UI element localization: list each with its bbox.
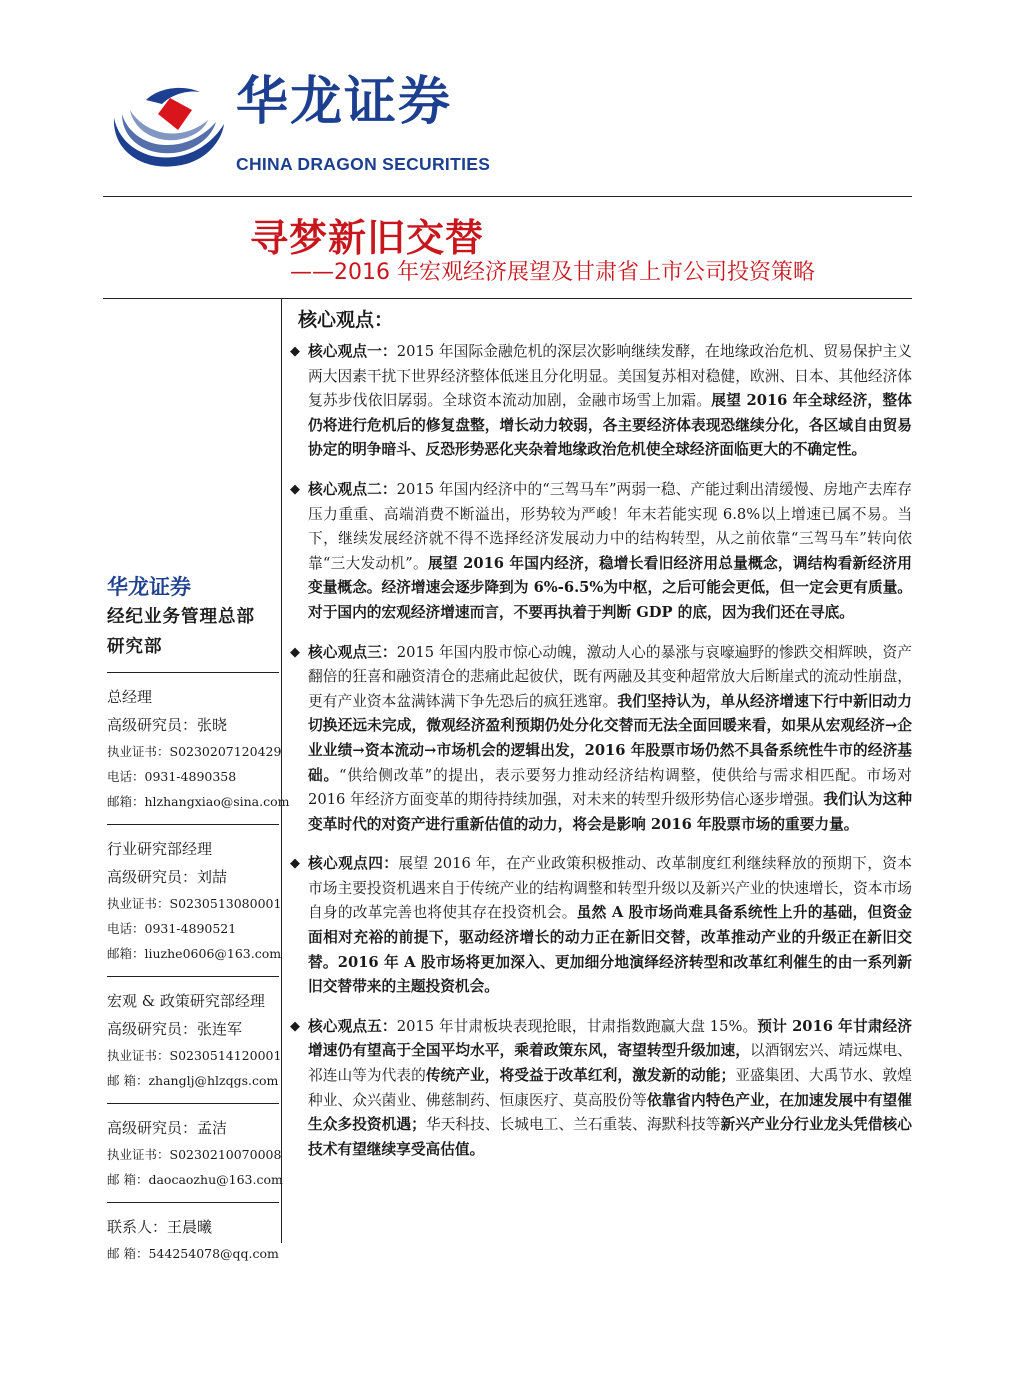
- point-highlight: 预计 2016 年甘肃经济增速仍有望高于全国平均水平，乘着政策东风，寄望转型升级加速，: [308, 1017, 912, 1060]
- analyst-email: 邮箱：liuzhe0606@163.com: [107, 946, 282, 961]
- analyst-email: 邮 箱：zhanglj@hlzqgs.com: [107, 1073, 279, 1088]
- column-divider: [281, 299, 282, 1243]
- company-logo: [100, 70, 520, 180]
- header-divider: [103, 196, 912, 197]
- brand-name-en: CHINA DRAGON SECURITIES: [236, 154, 491, 174]
- diamond-bullet-icon: ◆: [290, 1018, 300, 1034]
- analyst-certificate: 执业证书：S0230514120001: [107, 1048, 282, 1063]
- subtitle-divider: [103, 298, 912, 299]
- point-text: 2015 年国际金融危机的深层次影响继续发酵，在地缘政治危机、贸易保护主义两大因素干扰下世界经济整体低迷且分化明显。美国复苏相对稳健，欧洲、日本、其他经济体复苏步伐依旧孱弱。全球资本流动加剧，金融市场雪上加霜。: [308, 343, 912, 410]
- point-text: 2015 年国内股市惊心动魄，激动人心的暴涨与哀嚎遍野的惨跌交相辉映，资产翻倍的狂喜和融资清仓的悲痛此起彼伏，既有两融及其变种超常放大后断崖式的流动性崩盘，更有产业资本盆满钵满下争先恐后的疯狂逃窜。: [308, 643, 912, 710]
- point-text: 2015 年国内经济中的“三驾马车”两弱一稳、产能过剩出清缓慢、房地产去库存压力重重、高端消费不断溢出，形势较为严峻！年末若能实现 6.8%以上增速已属不易。当下，继续发展经济就不得不选择经济发展动力中的结构转型，从之前依靠“三驾马车”转向依靠“三大发动机”。: [308, 480, 912, 572]
- analyst-name: 高级研究员：刘喆: [107, 868, 228, 886]
- point-highlight: 我们坚持认为，单从经济增速下行中新旧动力切换还远未完成，微观经济盈利预期仍处分化交替而无法全面回暖来看，如果从宏观经济→企业业绩→资本流动→市场机会的逻辑出发，2016 年股票市场仍然不具备系统性牛市的经济基础。: [308, 692, 912, 784]
- point-highlight: 传统产业，将受益于改革红利，激发新的动能；: [425, 1067, 736, 1085]
- point-highlight: 展望 2016 年国内经济，稳增长看旧经济用总量概念，调结构看新经济用变量概念。经济增速会逐步降到为 6%-6.5%为中枢，之后可能会更低，但一定会更有质量。对于国内的宏观经济增速而言，不要再执着于判断 GDP 的底，因为我们还在寻底。: [308, 554, 912, 621]
- analyst-card: [107, 976, 282, 1103]
- point-highlight: 新兴产业分行业龙头凭借核心技术有望继续享受高估值。: [308, 1116, 912, 1158]
- analyst-name: 高级研究员：张连军: [107, 1020, 243, 1038]
- sidebar-firm-name: 华龙证券: [107, 574, 191, 599]
- analyst-certificate: 执业证书：S0230207120429: [107, 744, 282, 759]
- analyst-title: 总经理: [107, 688, 153, 706]
- report-title: 寻梦新旧交替: [250, 215, 485, 260]
- analyst-card: [107, 672, 290, 824]
- point-highlight: 展望 2016 年全球经济，整体仍将进行危机后的修复盘整，增长动力较弱，各主要经济体表现恐继续分化，各区域自由贸易协定的明争暗斗、反恐形势恶化夹杂着地缘政治危机使全球经济面临更大的不确定性。: [308, 392, 912, 459]
- point-text: 亚盛集团、大禹节水、敦煌种业、众兴菌业、佛慈制药、恒康医疗、莫高股份等: [308, 1067, 912, 1109]
- point-text: “供给侧改革”的提出，表示要努力推动经济结构调整，使供给与需求相匹配。市场对 2016 年经济方面变革的期待持续加强，对未来的转型升级形势信心逐步增强。: [308, 766, 912, 809]
- analyst-card: [107, 824, 282, 976]
- core-point: [290, 852, 912, 1000]
- diamond-bullet-icon: ◆: [290, 481, 300, 497]
- point-text: 华天科技、长城电工、兰石重装、海默科技等: [425, 1116, 721, 1134]
- report-subtitle: ——2016 年宏观经济展望及甘肃省上市公司投资策略: [290, 260, 815, 285]
- contact-card: [107, 1202, 279, 1276]
- sidebar-department: 研究部: [107, 637, 163, 657]
- diamond-bullet-icon: ◆: [290, 856, 300, 872]
- core-point: [290, 1015, 912, 1163]
- analyst-sidebar: [107, 572, 290, 1276]
- point-highlight: 我们认为这种变革时代的对资产进行重新估值的动力，将会是影响 2016 年股票市场的重要力量。: [308, 791, 912, 833]
- analyst-email: 邮箱：hlzhangxiao@sina.com: [107, 794, 290, 809]
- contact-name: 联系人：王晨曦: [107, 1218, 213, 1236]
- analyst-title: 行业研究部经理: [107, 840, 213, 858]
- core-point: [290, 478, 912, 626]
- point-label: 核心观点三：: [308, 643, 397, 661]
- brand-name-cn: 华龙证券: [236, 72, 453, 132]
- point-highlight: 依靠省内特色产业，在加速发展中有望催生众多投资机遇；: [308, 1091, 912, 1134]
- point-label: 核心观点一：: [308, 343, 397, 360]
- analyst-certificate: 执业证书：S0230513080001: [107, 896, 282, 911]
- analyst-email: 邮 箱：daocaozhu@163.com: [107, 1172, 283, 1187]
- core-views-heading: 核心观点：: [298, 309, 394, 331]
- analyst-name: 高级研究员：张晓: [107, 716, 228, 734]
- point-label: 核心观点二：: [308, 480, 397, 498]
- analyst-certificate: 执业证书：S0230210070008: [107, 1147, 282, 1162]
- core-views-section: [290, 302, 912, 1162]
- point-label: 核心观点五：: [308, 1017, 397, 1035]
- analyst-phone: 电话：0931-4890521: [107, 921, 237, 936]
- analyst-phone: 电话：0931-4890358: [107, 769, 237, 784]
- core-point: [290, 641, 912, 838]
- point-text: 展望 2016 年，在产业政策积极推动、改革制度红利继续释放的预期下，资本市场主要投资机遇来自于传统产业的结构调整和转型升级以及新兴产业的快速增长，资本市场自身的改革完善也将使其存在投资机会。: [308, 855, 912, 922]
- point-text: 2015 年甘肃板块表现抢眼，甘肃指数跑赢大盘 15%。: [396, 1017, 758, 1035]
- point-text: 以酒钢宏兴、靖远煤电、祁连山等为代表的: [308, 1042, 912, 1085]
- point-highlight: 虽然 A 股市场尚难具备系统性上升的基础，但资金面相对充裕的前提下，驱动经济增长的动力正在新旧交替，改革推动产业的升级正在新旧交替。2016 年 A 股市场将更加深入、更加细分地演绎经济转型和改革红利催生的由一系列新旧交替带来的主题投资机会。: [308, 904, 912, 996]
- point-label: 核心观点四：: [308, 855, 399, 873]
- analyst-name: 高级研究员：孟洁: [107, 1119, 228, 1137]
- core-point: [290, 340, 912, 463]
- analyst-title: 宏观 & 政策研究部经理: [107, 992, 265, 1010]
- diamond-bullet-icon: ◆: [290, 344, 300, 359]
- sidebar-department: 经纪业务管理总部: [107, 607, 255, 627]
- diamond-bullet-icon: ◆: [290, 644, 300, 660]
- analyst-card: [107, 1103, 283, 1202]
- contact-email: 邮 箱：544254078@qq.com: [107, 1246, 279, 1261]
- dragon-emblem-icon: [100, 70, 230, 180]
